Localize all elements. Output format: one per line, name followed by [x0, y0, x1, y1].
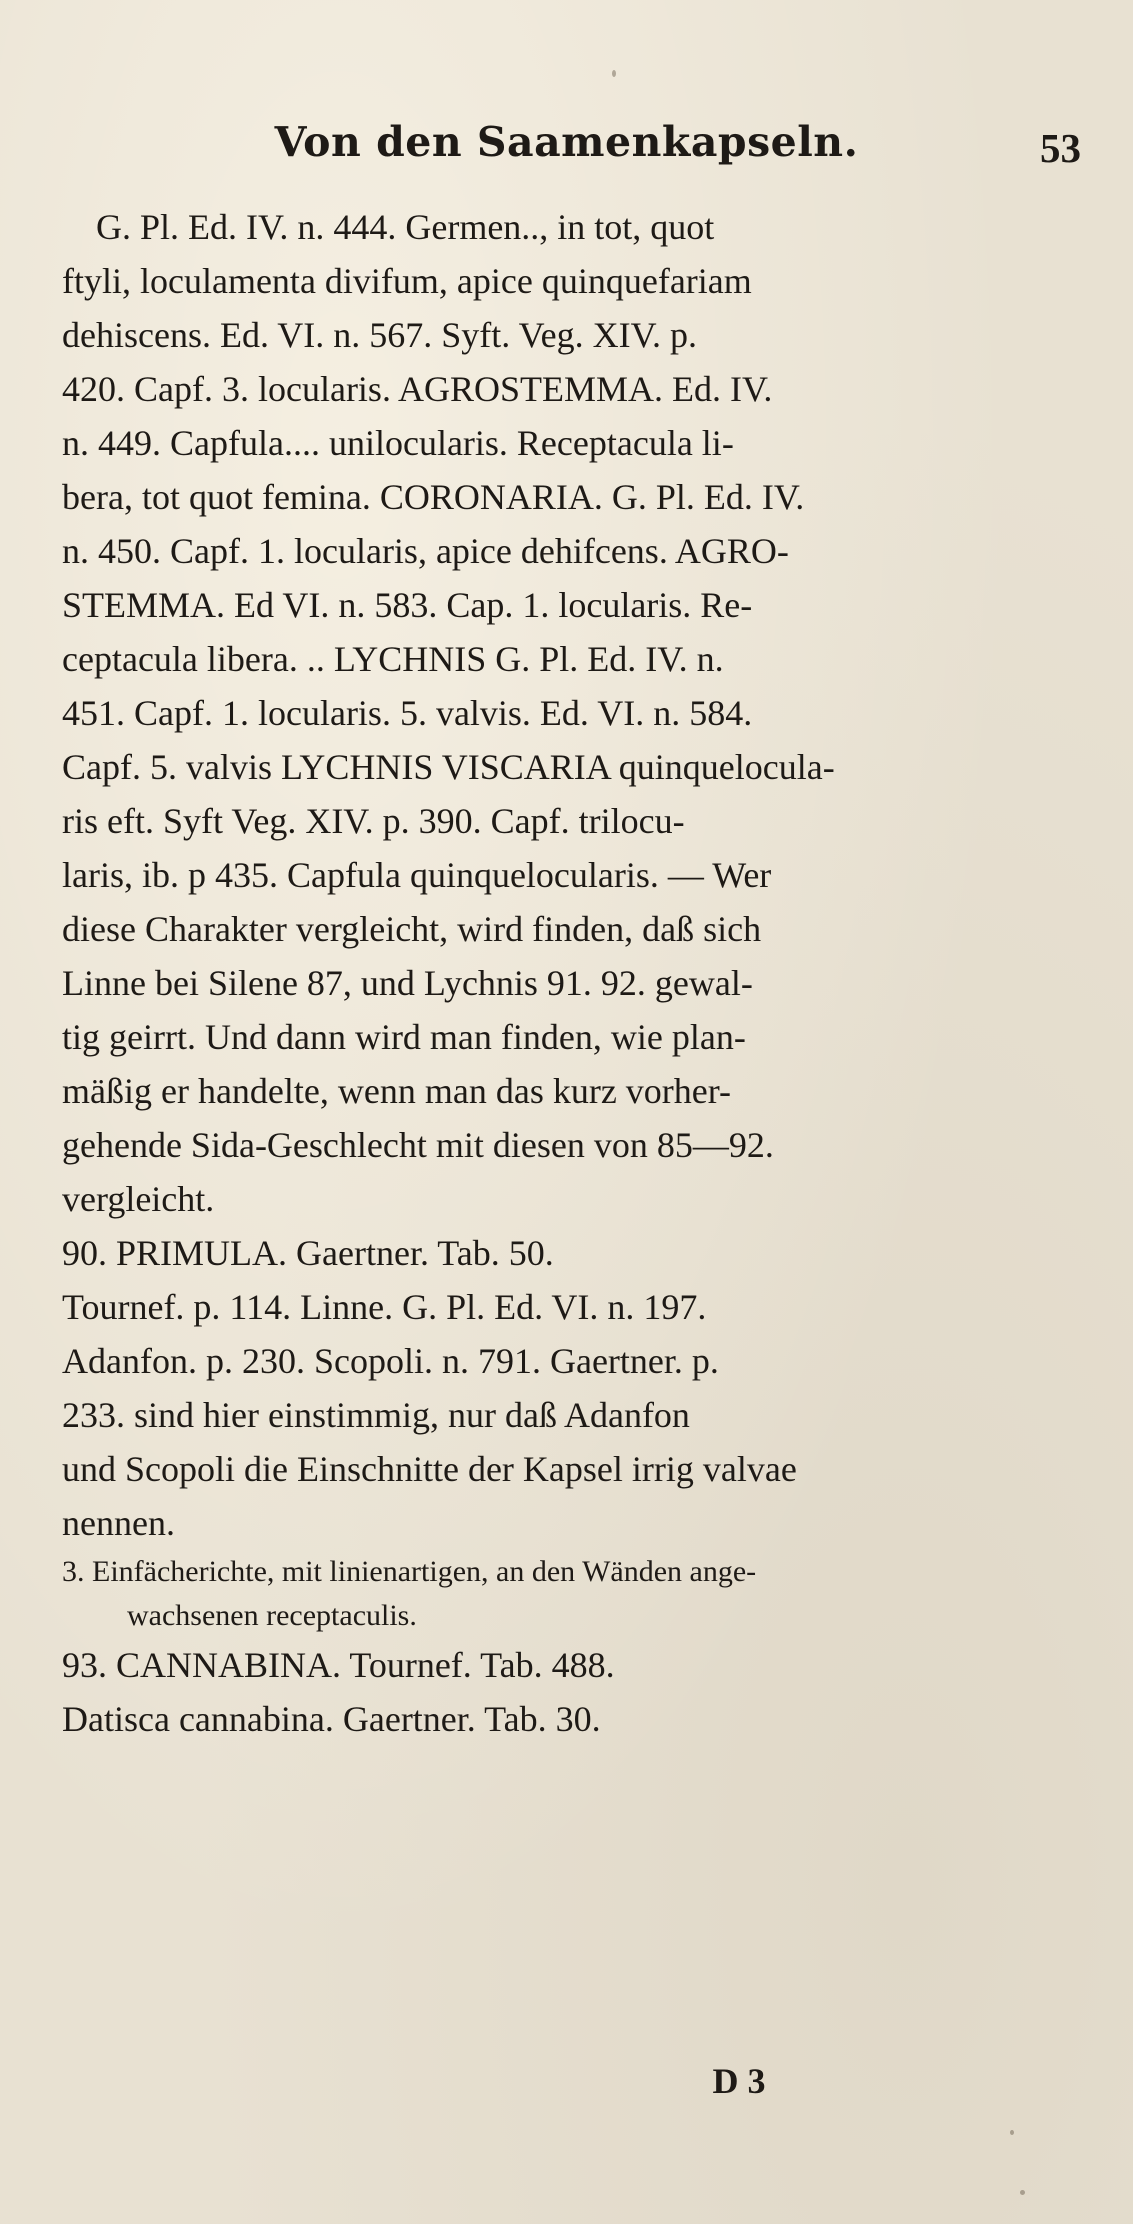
section-heading: 93. CANNABINA. Tournef. Tab. 488. — [62, 1645, 615, 1685]
section-heading: 90. PRIMULA. Gaertner. Tab. 50. — [62, 1233, 554, 1273]
text-line: gehende Sida-Geschlecht mit diesen von 85—92. — [62, 1125, 774, 1165]
text-line: ftyli, loculamenta divifum, apice quinquefariam — [62, 261, 752, 301]
body-text — [62, 200, 1092, 1746]
paper-speck — [1020, 2190, 1025, 2195]
paper-speck — [1010, 2130, 1014, 2135]
text-line: nennen. — [62, 1503, 175, 1543]
signature-mark — [0, 2060, 1133, 2102]
text-line: 233. sind hier einstimmig, nur daß Adanfon — [62, 1395, 690, 1435]
text-line: 451. Capf. 1. locularis. 5. valvis. Ed. VI. n. 584. — [62, 693, 753, 733]
page-header — [0, 118, 1133, 171]
text-line: ris eft. Syft Veg. XIV. p. 390. Capf. trilocu- — [62, 801, 685, 841]
text-line: tig geirrt. Und dann wird man finden, wie plan- — [62, 1017, 746, 1057]
paper-speck — [612, 70, 616, 77]
text-line: dehiscens. Ed. VI. n. 567. Syft. Veg. XIV. p. — [62, 315, 697, 355]
text-line: und Scopoli die Einschnitte der Kapsel irrig valvae — [62, 1449, 797, 1489]
subsection-heading: 3. Einfächerichte, mit linienartigen, an den Wänden ange- — [62, 1555, 757, 1588]
text-line: Datisca cannabina. Gaertner. Tab. 30. — [62, 1699, 601, 1739]
text-line: G. Pl. Ed. IV. n. 444. Germen.., in tot, quot — [96, 207, 715, 247]
signature-text: D 3 — [712, 2061, 766, 2101]
text-line: Adanfon. p. 230. Scopoli. n. 791. Gaertner. p. — [62, 1341, 719, 1381]
text-line: bera, tot quot femina. CORONARIA. G. Pl. Ed. IV. — [62, 477, 805, 517]
text-line: Linne bei Silene 87, und Lychnis 91. 92. gewal- — [62, 963, 753, 1003]
text-line: n. 450. Capf. 1. locularis, apice dehifcens. AGRO- — [62, 531, 789, 571]
running-head: Von den Saamenkapseln. — [274, 118, 859, 166]
text-line: ceptacula libera. .. LYCHNIS G. Pl. Ed. IV. n. — [62, 639, 724, 679]
text-line: mäßig er handelte, wenn man das kurz vorher- — [62, 1071, 732, 1111]
text-line: diese Charakter vergleicht, wird finden, daß sich — [62, 909, 762, 949]
text-line: STEMMA. Ed VI. n. 583. Cap. 1. locularis. Re- — [62, 585, 753, 625]
text-line: Tournef. p. 114. Linne. G. Pl. Ed. VI. n. 197. — [62, 1287, 707, 1327]
text-line: Capf. 5. valvis LYCHNIS VISCARIA quinquelocula- — [62, 747, 835, 787]
text-line: 420. Capf. 3. locularis. AGROSTEMMA. Ed. IV. — [62, 369, 773, 409]
text-line: n. 449. Capfula.... unilocularis. Receptacula li- — [62, 423, 734, 463]
text-line: vergleicht. — [62, 1179, 215, 1219]
text-line: laris, ib. p 435. Capfula quinquelocularis. — Wer — [62, 855, 772, 895]
text-line: wachsenen receptaculis. — [127, 1599, 417, 1632]
page-number: 53 — [1040, 125, 1081, 171]
